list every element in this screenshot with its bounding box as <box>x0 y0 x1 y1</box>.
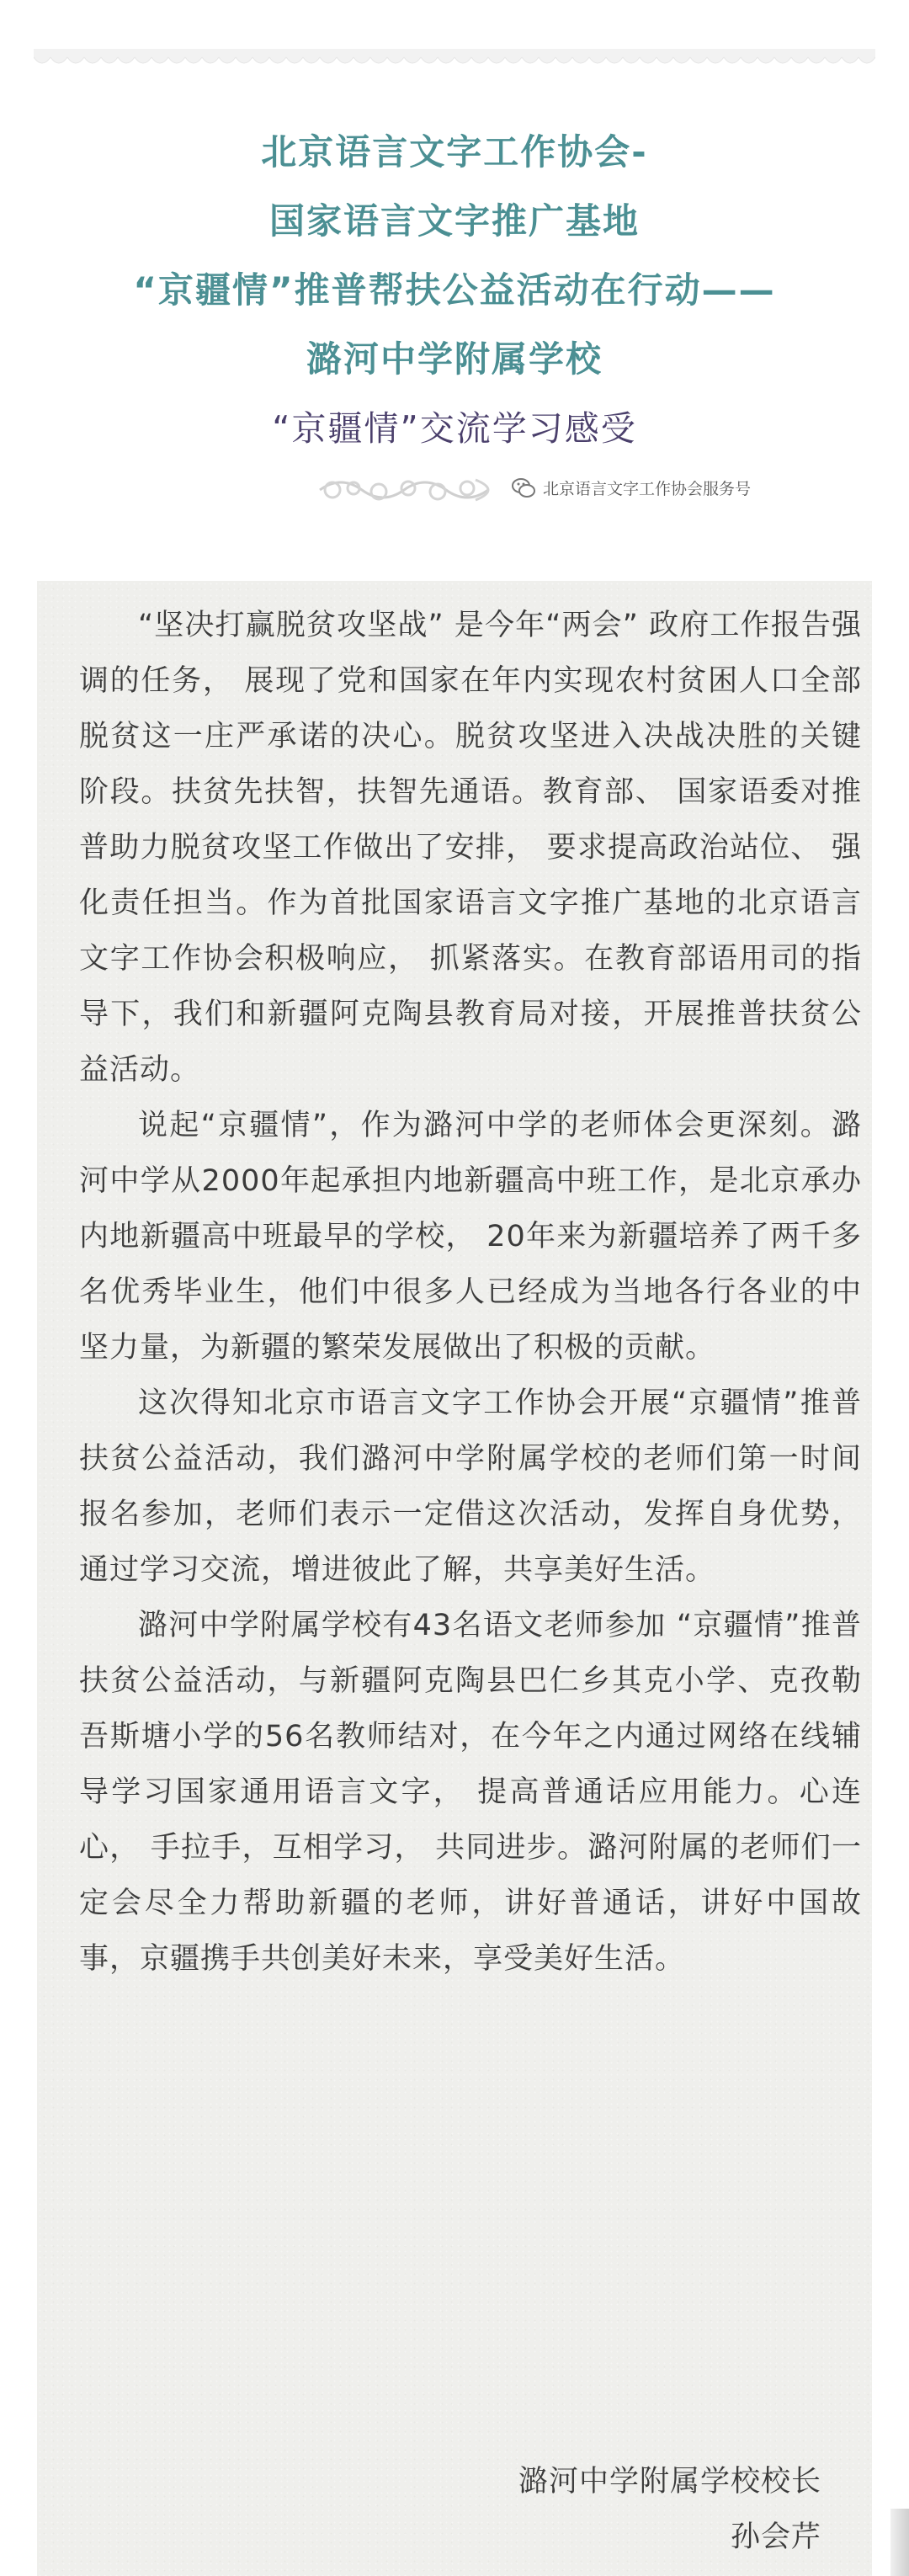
article-body-paper <box>37 581 872 2576</box>
source-ornament <box>316 465 795 515</box>
flourish-ornament-icon <box>316 465 509 515</box>
source-account-label: 北京语言文字工作协会服务号 <box>543 480 752 498</box>
article-body <box>79 598 862 1987</box>
title-line-2: 国家语言文字推广基地 <box>268 200 640 242</box>
title-line-5-rest: 交流学习感受 <box>419 408 637 449</box>
title-line-5 <box>0 394 909 463</box>
paragraph-3: 这次得知北京市语言文字工作协会开展“京疆情”推普扶贫公益活动，我们潞河中学附属学校的老师们第一时间报名参加，老师们表示一定借这次活动，发挥自身优势，通过学习交流，增进彼此了解，共享美好生活。 <box>79 1386 862 1587</box>
title-line-5-quote: “京疆情” <box>272 408 420 449</box>
paragraph-2: 说起“京疆情”，作为潞河中学的老师体会更深刻。潞河中学从2000年起承担内地新疆高中班工作，是北京承办内地新疆高中班最早的学校， 20年来为新疆培养了两千多名优秀毕业生，他们中很多人已经成为当地各行各业的中坚力量，为新疆的繁荣发展做出了积极的贡献。 <box>79 1109 862 1365</box>
title-line-1: 北京语言文字工作协会- <box>261 131 648 173</box>
wechat-icon <box>511 476 536 500</box>
paragraph-4: 潞河中学附属学校有43名语文老师参加 “京疆情”推普扶贫公益活动，与新疆阿克陶县巴仁乡其克小学、克孜勒吾斯塘小学的56名教师结对，在今年之内通过网络在线辅导学习国家通用语言文字， 提高普通话应用能力。心连心， 手拉手，互相学习， 共同进步。潞河附属的老师们一定会尽全力帮助新疆的老师，讲好普通话，讲好中国故事，京疆携手共创美好未来，享受美好生活。 <box>79 1609 862 1976</box>
article-title <box>0 118 909 463</box>
scalloped-top-border <box>34 49 875 72</box>
title-line-4: 潞河中学附属学校 <box>306 338 603 380</box>
title-line-3: “京疆情”推普帮扶公益活动在行动—— <box>133 269 776 311</box>
signature-title: 潞河中学附属学校校长 <box>518 2465 821 2499</box>
page-edge-shadow <box>890 2509 909 2576</box>
paragraph-1: “坚决打赢脱贫攻坚战” 是今年“两会” 政府工作报告强调的任务， 展现了党和国家在年内实现农村贫困人口全部脱贫这一庄严承诺的决心。脱贫攻坚进入决战决胜的关键阶段。扶贫先扶智，扶智先通语。教育部、 国家语委对推普助力脱贫攻坚工作做出了安排， 要求提高政治站位、 强化责任担当。作为首批国家语言文字推广基地的北京语言文字工作协会积极响应， 抓紧落实。在教育部语用司的指导下，我们和新疆阿克陶县教育局对接，开展推普扶贫公益活动。 <box>79 609 862 1087</box>
signature-name: 孙会芹 <box>730 2520 821 2554</box>
